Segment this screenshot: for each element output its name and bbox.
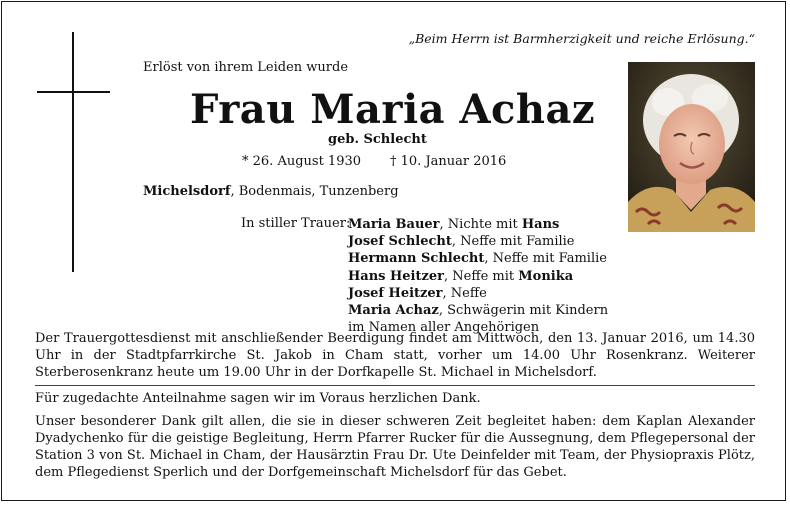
place-rest: , Bodenmais, Tunzenberg [230, 184, 399, 199]
mourner-line: Hermann Schlecht, Neffe mit Familie [348, 251, 607, 267]
obituary-card [1, 1, 786, 501]
place-line [143, 184, 399, 199]
service-paragraph: Der Trauergottesdienst mit anschließender Beerdigung findet am Mittwoch, den 13. Januar 2016, um 14.30 Uhr in der Stadtpfarrkirche St. Jakob in Cham statt, vorher um 14.00 Uhr Rosenkranz. Weiterer Sterberosenkranz heute um 19.00 Uhr in der Dorfkapelle St. Michael in Michelsdorf. [35, 331, 755, 380]
deceased-name: Frau Maria Achaz [190, 86, 596, 133]
mourner-line: im Namen aller Angehörigen [348, 320, 540, 336]
death-date: † 10. Januar 2016 [390, 154, 507, 169]
intro-text: Erlöst von ihrem Leiden wurde [143, 60, 349, 75]
divider [35, 385, 755, 386]
birth-name: geb. Schlecht [328, 132, 427, 147]
mourner-line: Maria Achaz, Schwägerin mit Kindern [348, 303, 609, 319]
mourner-line: Maria Bauer, Nichte mit Hans [348, 217, 560, 232]
place-primary: Michelsdorf [143, 184, 231, 199]
mourners-label: In stiller Trauer: [241, 216, 351, 231]
thanks-paragraph: Für zugedachte Anteilnahme sagen wir im Voraus herzlichen Dank. [35, 391, 481, 406]
mourner-line: Josef Heitzer, Neffe [348, 285, 487, 301]
birth-date: * 26. August 1930 [242, 154, 362, 169]
special-thanks-paragraph: Unser besonderer Dank gilt allen, die sie in dieser schweren Zeit begleitet haben: dem Kaplan Alexander Dyadychenko für die geistige Begleitung, Herrn Pfarrer Rucker für die Aussegnung, dem Pflegepersonal der Station 3 von St. Michael in Cham, der Hausärztin Frau Dr. Ute Deinfelder mit Team, der Physiopraxis Plötz, dem Pflegedienst Sperlich und der Dorfgemeinschaft Michelsdorf für das Gebet. [35, 414, 755, 480]
bible-quote: „Beim Herrn ist Barmherzigkeit und reiche Erlösung.“ [408, 31, 755, 46]
portrait-photo [628, 62, 755, 232]
obituary-body [35, 330, 755, 481]
mourners-list [348, 216, 608, 336]
mourner-line: Josef Schlecht, Neffe mit Familie [348, 234, 575, 250]
mourner-line: Hans Heitzer, Neffe mit Monika [348, 268, 574, 284]
